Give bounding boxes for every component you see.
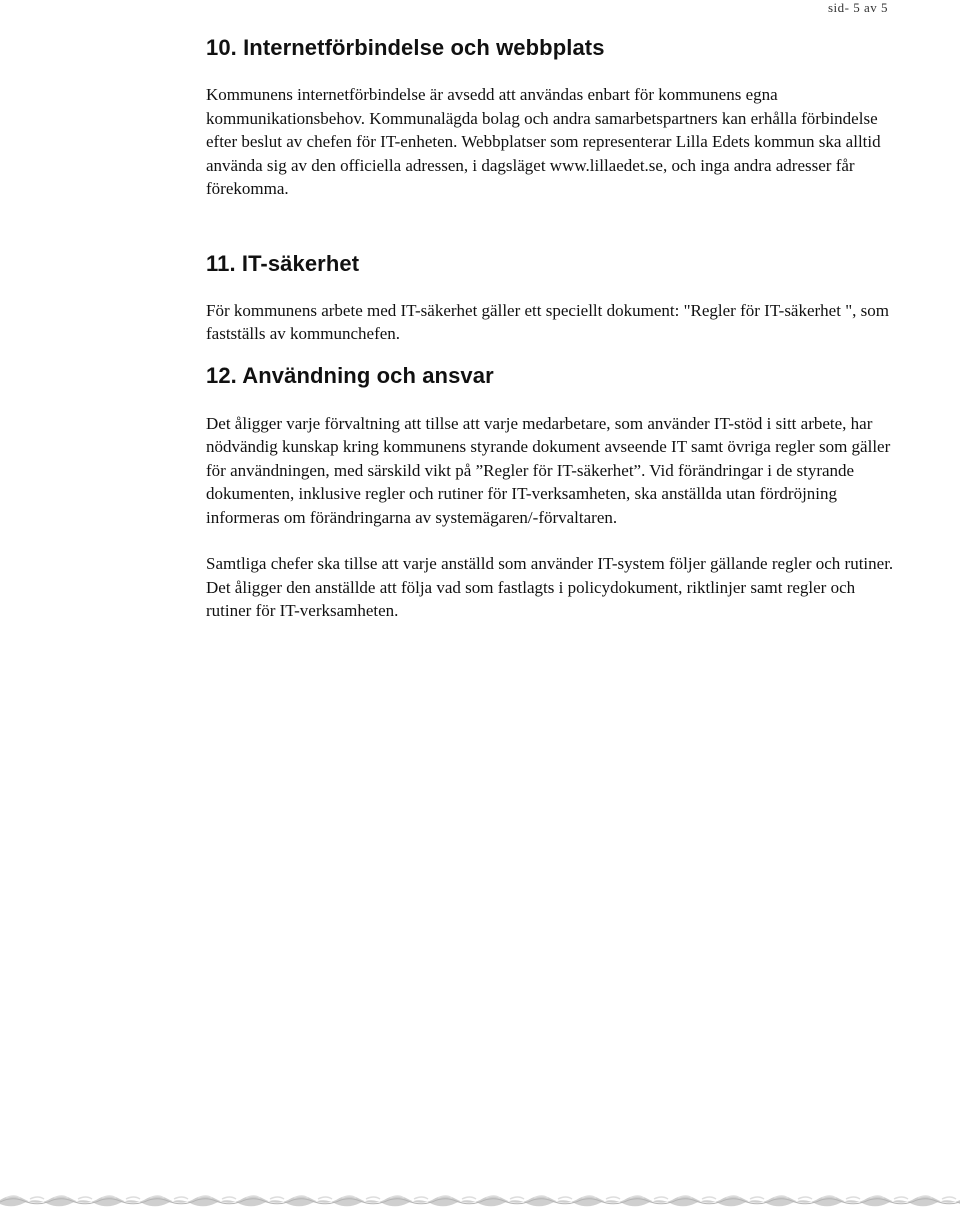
decorative-footer-border [0,1190,960,1208]
document-body [206,28,896,623]
section-11-heading: 11. IT-säkerhet [206,250,360,276]
section-10-heading: 10. Internetförbindelse och webbplats [206,35,605,60]
section-12-paragraph-1: Det åligger varje förvaltning att tillse att varje medarbetare, som använder IT-stöd i sitt arbete, har nödvändig kunskap kring kommunens styrande dokument avseende IT samt övriga regler som gäller för användningen, med särskild vikt på ”Regler för IT-säkerhet”. Vid förändringar i de styrande dokumenten, inklusive regler och rutiner för IT-verksamheten, ska anställda utan fördröjning informeras om förändringarna av systemägaren/-förvaltaren. [206,413,891,527]
section-11-paragraph: För kommunens arbete med IT-säkerhet gäller ett speciellt dokument: "Regler för IT-säkerhet ", som fastställs av kommunchefen. [206,300,889,343]
section-12-paragraph-2: Samtliga chefer ska tillse att varje anställd som använder IT-system följer gällande regler och rutiner. Det åligger den anställde att följa vad som fastlagts i policydokument, riktlinjer samt regler och rutiner för IT-verksamheten. [206,554,894,620]
page-number: sid- 5 av 5 [827,0,888,15]
section-10-paragraph: Kommunens internetförbindelse är avsedd att användas enbart för kommunens egna kommunikationsbehov. Kommunalägda bolag och andra samarbetspartners kan erhålla förbindelse efter beslut av chefen för IT-enheten. Webbplatser som representerar Lilla Edets kommun ska alltid använda sig av den officiella adressen, i dagsläget www.lillaedet.se, och inga andra adresser får förekomma. [206,85,881,198]
section-12-heading: 12. Användning och ansvar [206,362,494,388]
